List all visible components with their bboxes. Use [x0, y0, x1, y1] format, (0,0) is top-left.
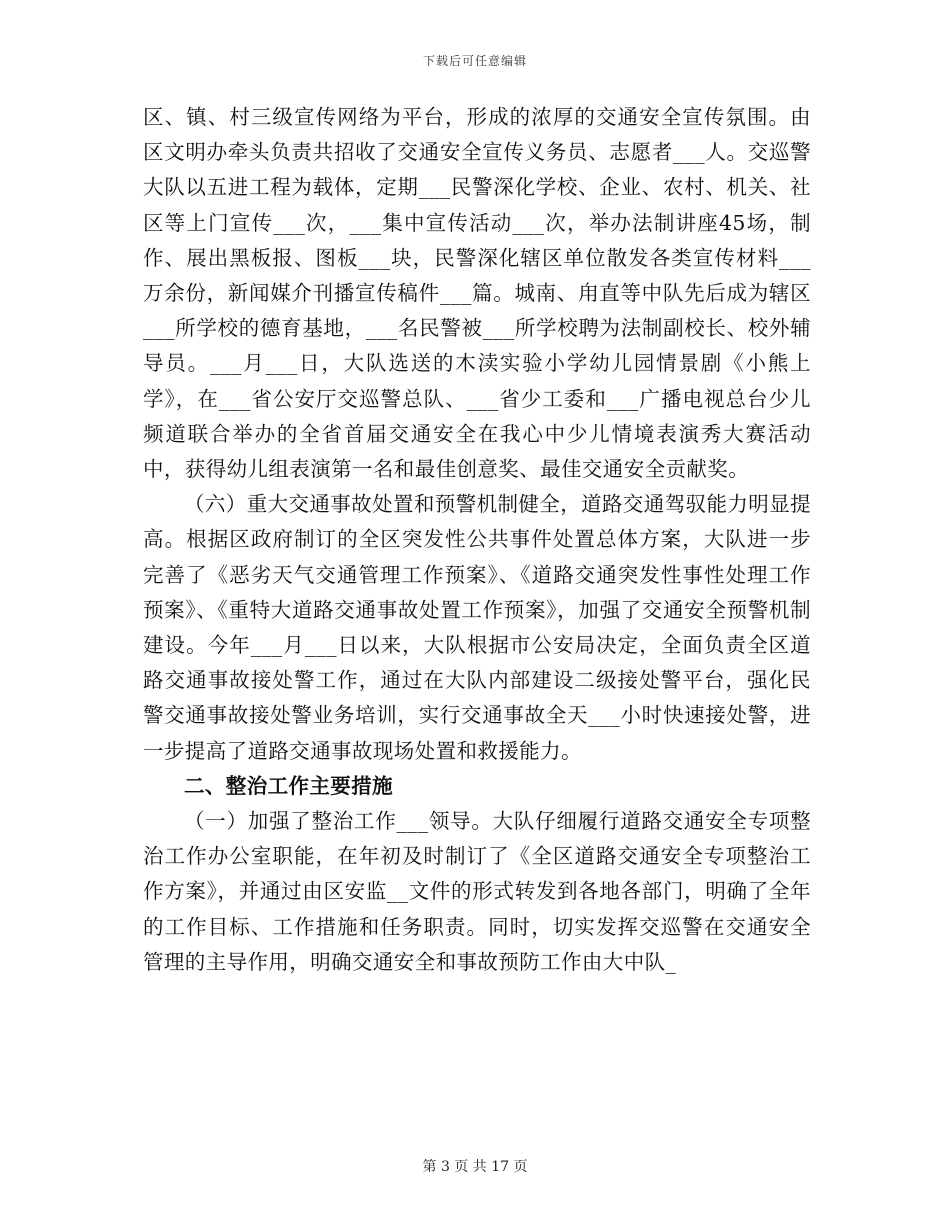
page-header: 下载后可任意编辑 [422, 54, 527, 68]
page-footer: 第 3 页 共 17 页 [422, 1159, 528, 1175]
document-body [143, 100, 811, 980]
paragraph-3: （一）加强了整治工作___领导。大队仔细履行道路交通安全专项整治工作办公室职能，在年初及时制订了《全区道路交通安全专项整治工作方案》，并通过由区安监__文件的形式转发到各地各部门，明确了全年的工作目标、工作措施和任务职责。同时，切实发挥交巡警在交通安全管理的主导作用，明确交通安全和事故预防工作由大中队_ [143, 809, 811, 974]
paragraph-2: （六）重大交通事故处置和预警机制健全，道路交通驾驭能力明显提高。根据区政府制订的全区突发性公共事件处置总体方案，大队进一步完善了《恶劣天气交通管理工作预案》、《道路交通突发性事性处理工作预案》、《重特大道路交通事故处置工作预案》，加强了交通安全预警机制建设。今年___月___日以来，大队根据市公安局决定，全面负责全区道路交通事故接处警工作，通过在大队内部建设二级接处警平台，强化民警交通事故接处警业务培训，实行交通事故全天___小时快速接处警，进一步提高了道路交通事故现场处置和救援能力。 [143, 492, 811, 763]
paragraph-1: 区、镇、村三级宣传网络为平台，形成的浓厚的交通安全宣传氛围。由区文明办牵头负责共招收了交通安全宣传义务员、志愿者___人。交巡警大队以五进工程为载体，定期___民警深化学校、企业、农村、机关、社区等上门宣传___次，___集中宣传活动___次，举办法制讲座45场，制作、展出黑板报、图板___块，民警深化辖区单位散发各类宣传材料___万余份，新闻媒介刊播宣传稿件___篇。城南、甪直等中队先后成为辖区___所学校的德育基地，___名民警被___所学校聘为法制副校长、校外辅导员。___月___日，大队选送的木渎实验小学幼儿园情景剧《小熊上学》，在___省公安厅交巡警总队、___省少工委和___广播电视总台少儿频道联合举办的全省首届交通安全在我心中少儿情境表演秀大赛活动中，获得幼儿组表演第一名和最佳创意奖、最佳交通安全贡献奖。 [143, 105, 811, 482]
section-heading: 二、整治工作主要措施 [184, 773, 393, 798]
